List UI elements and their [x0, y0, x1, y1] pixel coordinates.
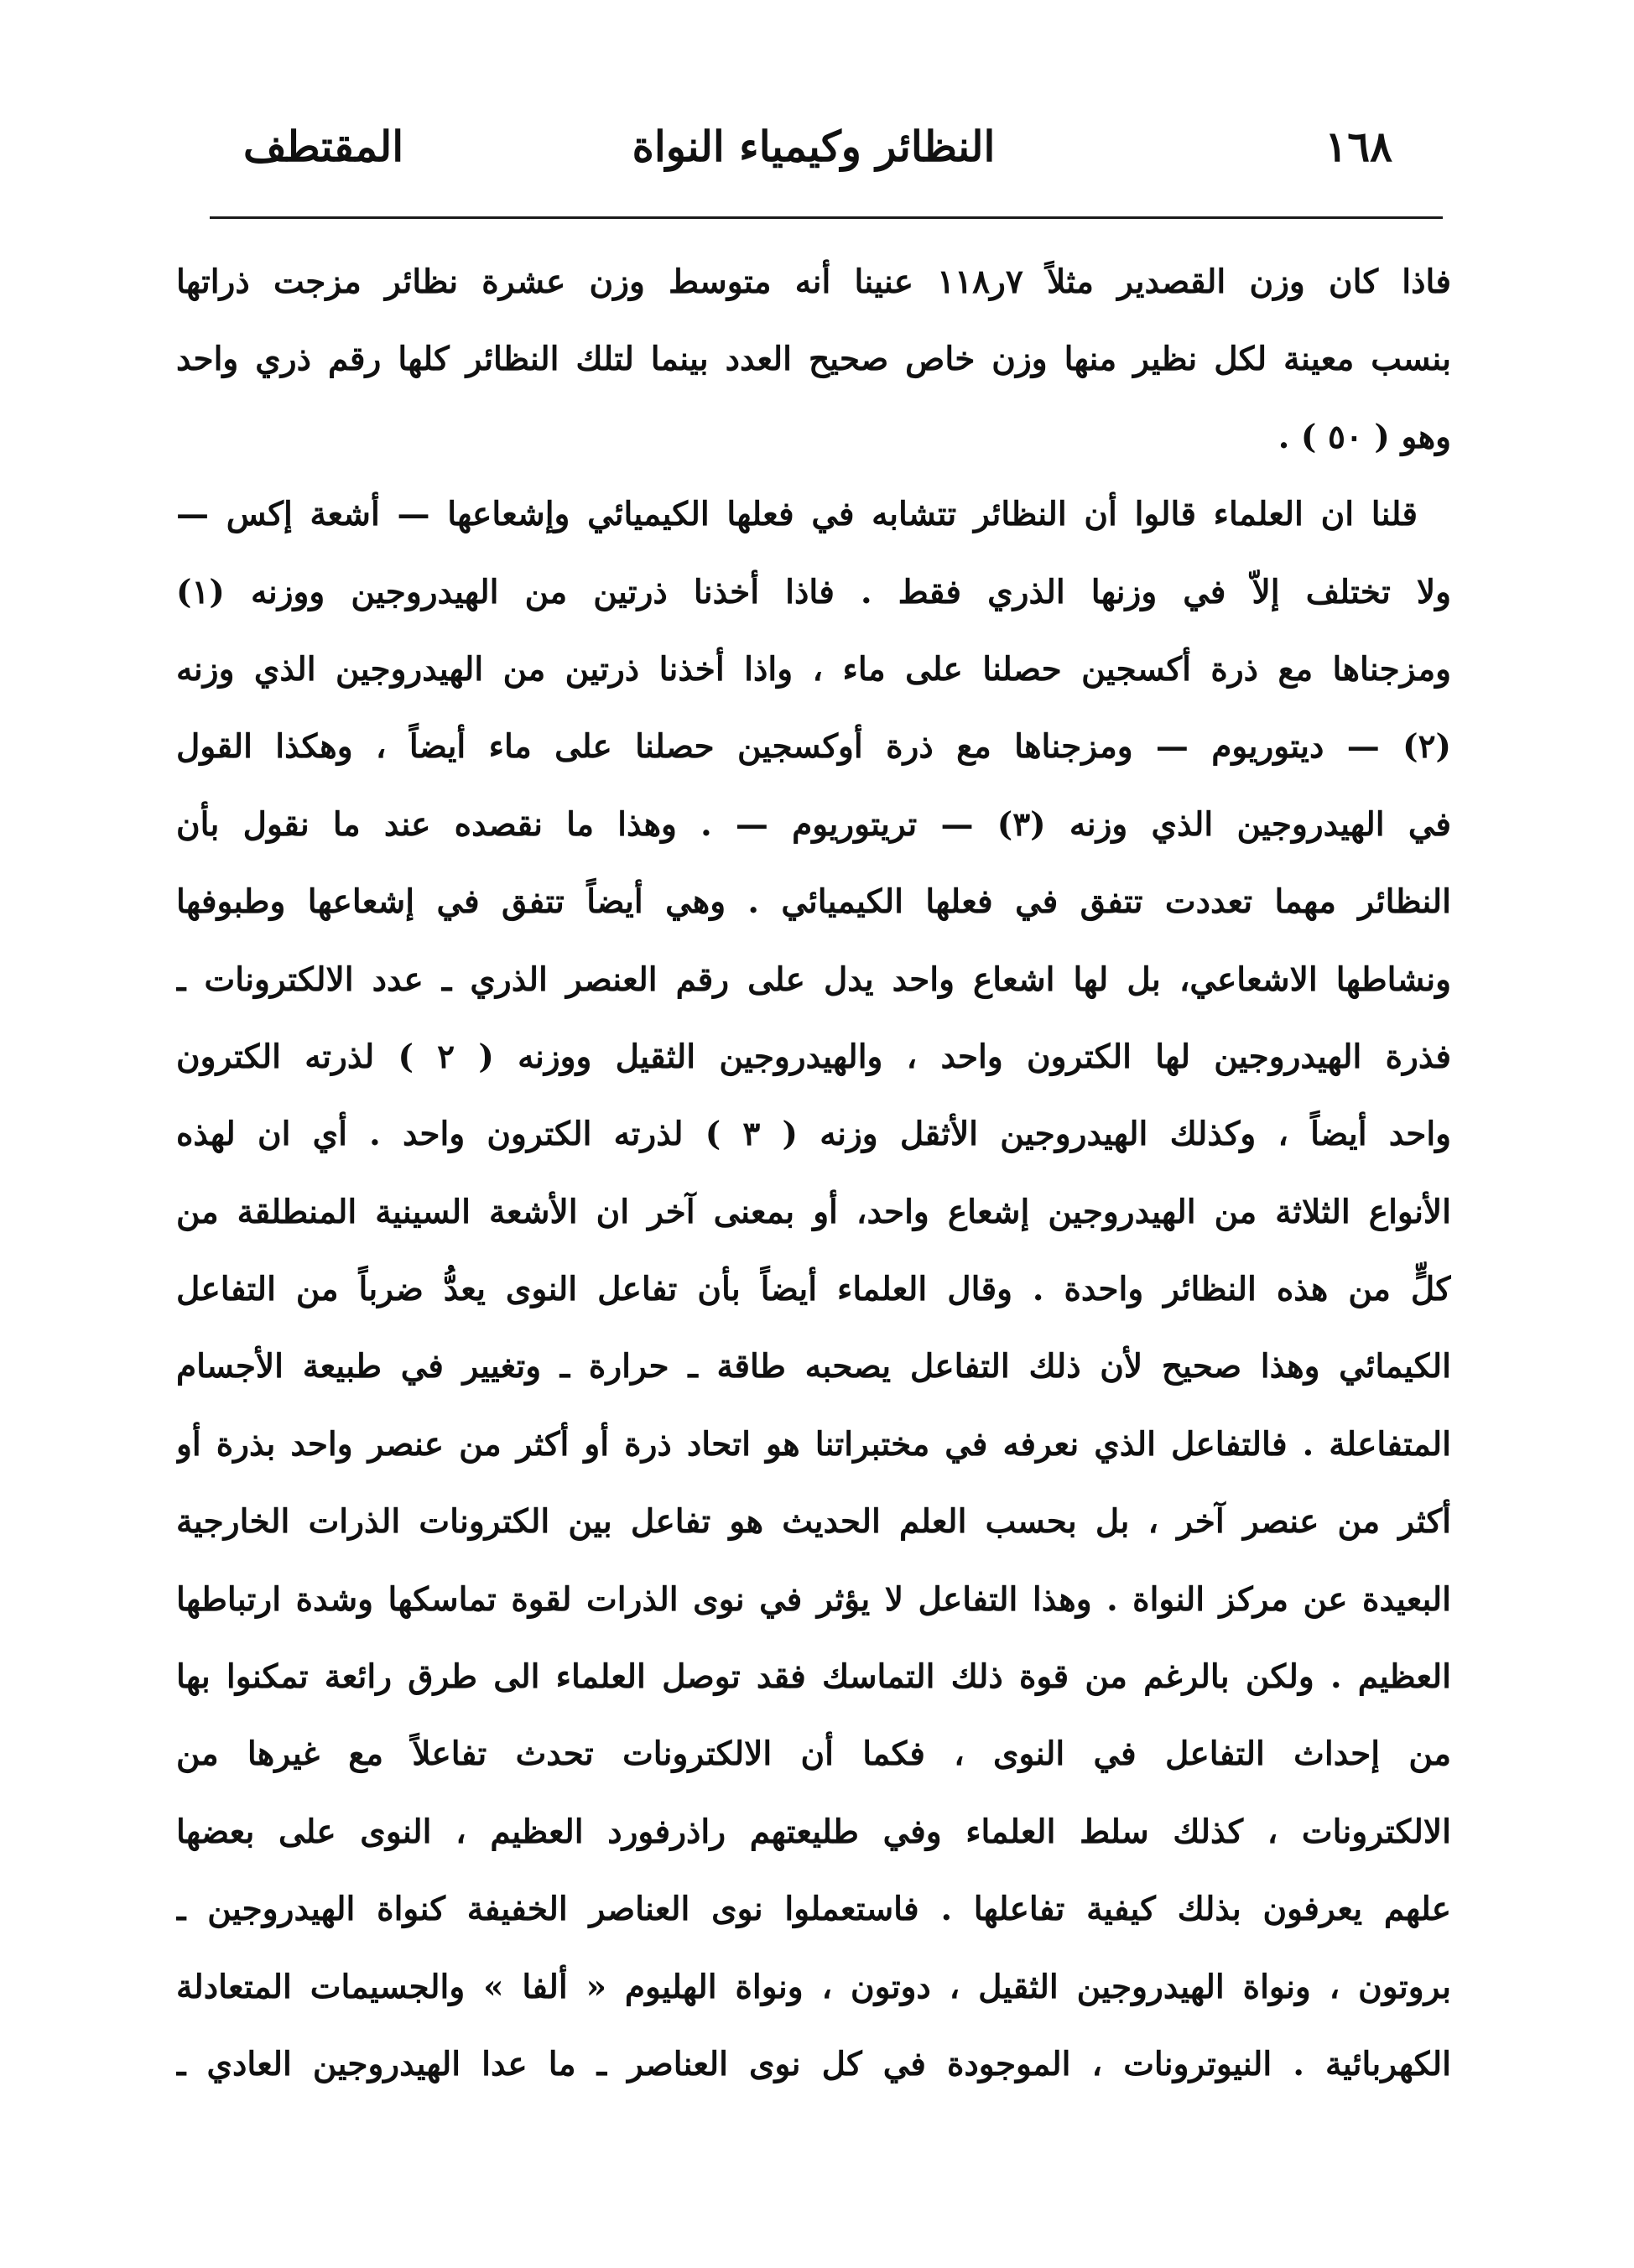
header-rule: [210, 216, 1443, 219]
text-line: الالكترونات ، كذلك سلط العلماء وفي طليعتهم راذرفورد العظيم ، النوى على بعضها: [176, 1812, 1451, 1851]
text-line: الكيمائي وهذا صحيح لأن ذلك التفاعل يصحبه طاقة ـ حرارة ـ وتغيير في طبيعة الأجسام: [176, 1347, 1451, 1386]
text-line: البعيدة عن مركز النواة . وهذا التفاعل لا يؤثر في نوى الذرات لقوة تماسكها وشدة ارتباطها: [176, 1579, 1451, 1619]
text-line: فذرة الهيدروجين لها الكترون واحد ، والهيدروجين الثقيل ووزنه ( ٢ ) لذرته الكترون: [176, 1037, 1451, 1076]
text-line: أكثر من عنصر آخر ، بل بحسب العلم الحديث هو تفاعل بين الكترونات الذرات الخارجية: [176, 1502, 1451, 1542]
text-line: العظيم . ولكن بالرغم من قوة ذلك التماسك فقد توصل العلماء الى طرق رائعة تمكنوا بها: [176, 1657, 1451, 1697]
text-line: وهو ( ٥٠ ) .: [1278, 417, 1451, 456]
running-title: النظائر وكيمياء النواة: [632, 122, 996, 171]
text-line: قلنا ان العلماء قالوا أن النظائر تتشابه في فعلها الكيميائي وإشعاعها — أشعة إكس —: [176, 495, 1418, 534]
text-line: من إحداث التفاعل في النوى ، فكما أن الالكترونات تحدث تفاعلاً مع غيرها من: [176, 1735, 1451, 1774]
text-line: واحد أيضاً ، وكذلك الهيدروجين الأثقل وزنه ( ٣ ) لذرته الكترون واحد . أي ان لهذه: [176, 1115, 1451, 1154]
article-body: [176, 243, 1451, 2103]
text-line: النظائر مهما تعددت تتفق في فعلها الكيميائي . وهي أيضاً تتفق في إشعاعها وطبوفها: [176, 882, 1451, 922]
page-number: ١٦٨: [1324, 122, 1392, 171]
text-line: الكهربائية . النيوترونات ، الموجودة في كل نوى العناصر ـ ما عدا الهيدروجين العادي ـ: [176, 2044, 1451, 2083]
journal-name: المقتطف: [243, 122, 404, 171]
text-line: علهم يعرفون بذلك كيفية تفاعلها . فاستعملوا نوى العناصر الخفيفة كنواة الهيدروجين ـ: [176, 1890, 1451, 1929]
text-line: كلٍّ من هذه النظائر واحدة . وقال العلماء أيضاً بأن تفاعل النوى يعدُّ ضرباً من التفاعل: [176, 1270, 1451, 1309]
text-line: فاذا كان وزن القصدير مثلاً ٧ر١١٨ عنينا أنه متوسط وزن عشرة نظائر مزجت ذراتها: [176, 263, 1451, 301]
text-line: ونشاطها الاشعاعي، بل لها اشعاع واحد يدل على رقم العنصر الذري ـ عدد الالكترونات ـ: [176, 960, 1451, 999]
text-line: المتفاعلة . فالتفاعل الذي نعرفه في مختبراتنا هو اتحاد ذرة أو أكثر من عنصر واحد بذرة أو: [176, 1424, 1451, 1464]
page-header: [226, 101, 1401, 201]
text-line: الأنواع الثلاثة من الهيدروجين إشعاع واحد، أو بمعنى آخر ان الأشعة السينية المنطلقة من: [176, 1192, 1451, 1231]
text-line: (٢) — ديتوريوم — ومزجناها مع ذرة أوكسجين حصلنا على ماء أيضاً ، وهكذا القول: [176, 727, 1451, 767]
text-line: ومزجناها مع ذرة أكسجين حصلنا على ماء ، واذا أخذنا ذرتين من الهيدروجين الذي وزنه: [176, 649, 1451, 689]
text-line: بروتون ، ونواة الهيدروجين الثقيل ، دوتون ، ونواة الهليوم « ألفا » والجسيمات المتعادلة: [176, 1967, 1451, 2006]
text-line: ولا تختلف إلاّ في وزنها الذري فقط . فاذا أخذنا ذرتين من الهيدروجين ووزنه (١): [176, 572, 1451, 611]
text-line: بنسب معينة لكل نظير منها وزن خاص صحيح العدد بينما لتلك النظائر كلها رقم ذري واحد: [176, 340, 1451, 379]
text-line: في الهيدروجين الذي وزنه (٣) — تريتوريوم — . وهذا ما نقصده عند ما نقول بأن: [176, 804, 1451, 844]
